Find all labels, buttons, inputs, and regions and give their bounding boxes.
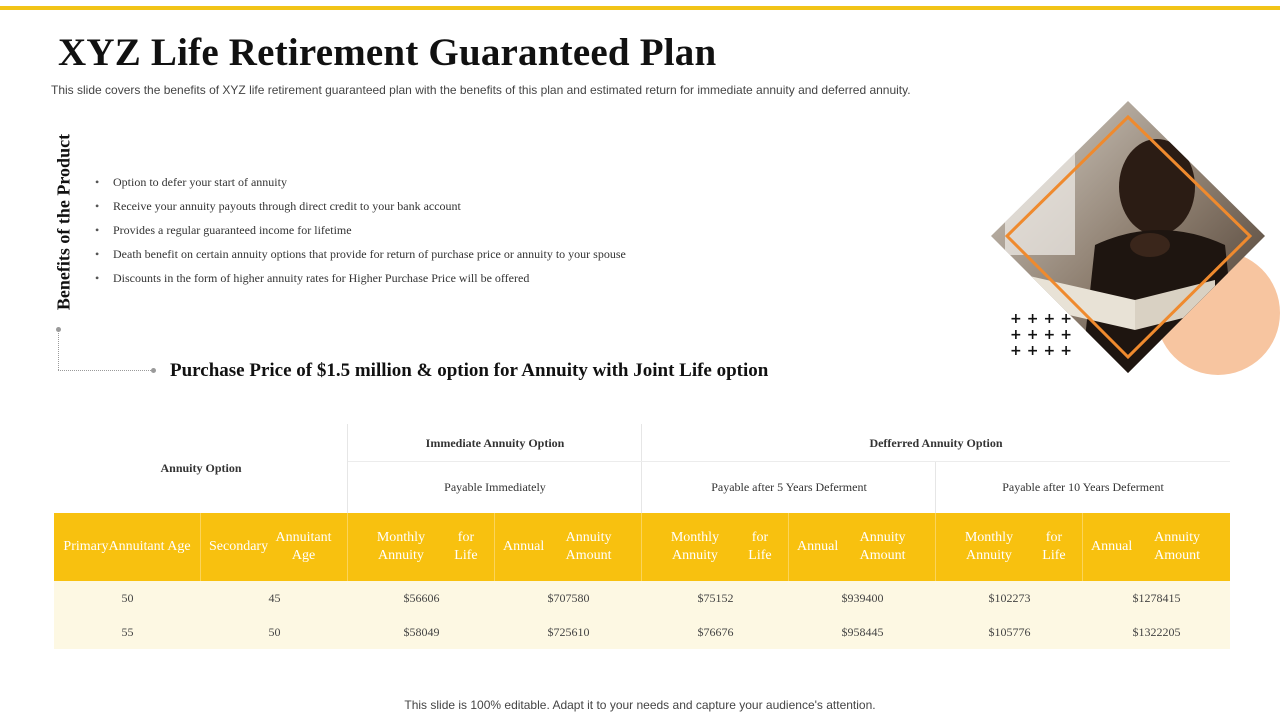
- payable-10-years-label: Payable after 10 Years Deferment: [1002, 480, 1164, 494]
- table-cell: $958445: [841, 624, 884, 639]
- column-header-secondary-age: Secondary Annuitant Age: [201, 513, 348, 581]
- deferred-annuity-header: Defferred Annuity Option: [869, 435, 1003, 450]
- table-cell: $58049: [403, 624, 440, 639]
- payable-5-years-label: Payable after 5 Years Deferment: [711, 480, 867, 494]
- table-cell: $76676: [697, 624, 734, 639]
- benefits-list: [95, 174, 626, 294]
- column-header-primary-age: Primary Annuitant Age: [54, 513, 201, 581]
- column-header-10yr-monthly: Monthly Annuity for Life: [936, 513, 1083, 581]
- slide-subtitle: This slide covers the benefits of XYZ life retirement guaranteed plan with the benefits of this plan and estimated return for immediate annuity and deferred annuity.: [51, 83, 911, 97]
- footer-note: This slide is 100% editable. Adapt it to your needs and capture your audience's attention.: [404, 698, 876, 712]
- header-divider: [641, 424, 642, 513]
- table-column-headers: [54, 513, 1230, 581]
- table-cell: $105776: [988, 624, 1031, 639]
- table-row: [54, 615, 1230, 649]
- column-header-5yr-monthly: Monthly Annuity for Life: [642, 513, 789, 581]
- table-cell: $75152: [697, 590, 734, 605]
- benefits-heading: Benefits of the Product: [53, 133, 74, 311]
- benefit-item: • Death benefit on certain annuity options that provide for return of purchase price or annuity to your spouse: [95, 246, 626, 270]
- header-divider: [935, 462, 936, 513]
- table-cell: $1322205: [1132, 624, 1181, 639]
- benefit-item: • Option to defer your start of annuity: [95, 174, 626, 198]
- benefit-item: • Receive your annuity payouts through direct credit to your bank account: [95, 198, 626, 222]
- annuity-option-label: Annuity Option: [160, 461, 242, 475]
- table-row: [54, 581, 1230, 615]
- table-cell: $939400: [841, 590, 884, 605]
- header-divider: [347, 424, 348, 513]
- table-cell: $56606: [403, 590, 440, 605]
- table-cell: 50: [121, 590, 134, 605]
- table-cell: $1278415: [1132, 590, 1181, 605]
- annuity-table: [54, 424, 1230, 649]
- table-cell: $707580: [547, 590, 590, 605]
- payable-immediately-label: Payable Immediately: [444, 480, 546, 494]
- purchase-price-heading: Purchase Price of $1.5 million & option for Annuity with Joint Life option: [170, 360, 769, 381]
- table-cell: 55: [121, 624, 134, 639]
- column-header-immediate-monthly: Monthly Annuity for Life: [348, 513, 495, 581]
- connector-line-horizontal: [58, 370, 153, 371]
- table-cell: $102273: [988, 590, 1031, 605]
- connector-line-vertical: [58, 330, 59, 370]
- column-header-5yr-annual: Annual Annuity Amount: [789, 513, 936, 581]
- plus-pattern-decoration: ++++ ++++ ++++: [1010, 311, 1077, 359]
- table-header-area: [54, 424, 1230, 513]
- benefit-item: • Discounts in the form of higher annuity rates for Higher Purchase Price will be offered: [95, 270, 626, 294]
- table-cell: 50: [268, 624, 281, 639]
- column-header-immediate-annual: Annual Annuity Amount: [495, 513, 642, 581]
- table-cell: $725610: [547, 624, 590, 639]
- benefit-item: • Provides a regular guaranteed income for lifetime: [95, 222, 626, 246]
- top-accent-bar: [0, 6, 1280, 10]
- header-divider: [348, 461, 1230, 462]
- table-cell: 45: [268, 590, 281, 605]
- slide-title: XYZ Life Retirement Guaranteed Plan: [58, 31, 717, 74]
- connector-dot-end: [151, 368, 156, 373]
- column-header-10yr-annual: Annual Annuity Amount: [1091, 530, 1201, 563]
- immediate-annuity-header: Immediate Annuity Option: [425, 435, 565, 450]
